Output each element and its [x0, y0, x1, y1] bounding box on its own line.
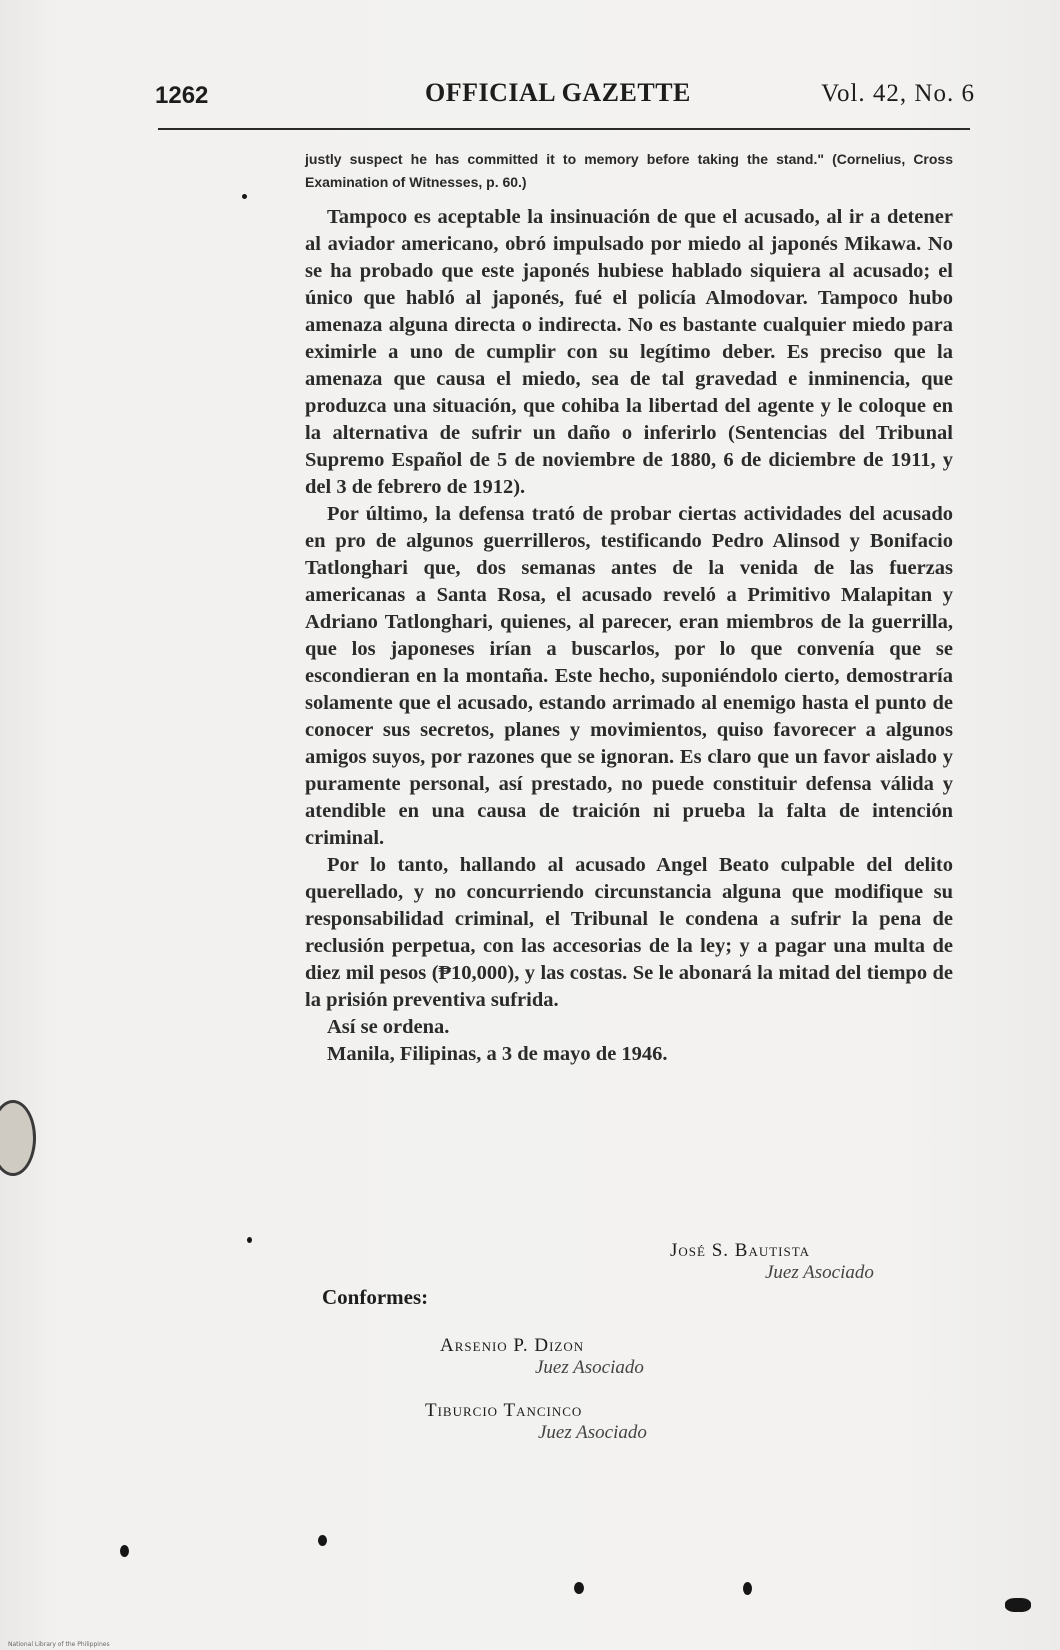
quote-continuation: justly suspect he has committed it to memory before taking the stand." (Cornelius, Cross Examination of Witnesses, p. 60.)	[305, 151, 953, 190]
decision-body	[305, 148, 953, 1068]
paragraph-guerrilla-defense: Por último, la defensa trató de probar ciertas actividades del acusado en pro de algunos guerrilleros, testificando Pedro Alinsod y Bonifacio Tatlonghari que, dos semanas antes de la venida de las fuerzas americanas a Santa Rosa, el acusado reveló a Primitivo Malapitan y Adriano Tatlonghari, quienes, al parecer, eran miembros de la guerrilla, que los japoneses irían a buscarlos, por lo que convenía que se escondieran en la montaña. Este hecho, suponiéndolo cierto, demostraría solamente que el acusado, estando arrimado al enemigo hasta el punto de conocer sus secretos, planes y movimientos, quiso favorecer a algunos amigos suyos, por razones que se ignoran. Es claro que un favor aislado y puramente personal, así prestado, no puede constituir defensa válida y atendible en una causa de traición ni prueba la falta de intención criminal.	[305, 503, 953, 849]
signature-main	[670, 1240, 874, 1284]
scan-edge-artifact	[0, 1100, 36, 1176]
ink-speck	[247, 1237, 252, 1243]
page-number: 1262	[155, 82, 209, 109]
ink-speck	[120, 1545, 129, 1557]
page-header	[155, 78, 975, 118]
paragraph-fear-defense: Tampoco es aceptable la insinuación de que el acusado, al ir a detener al aviador americano, obró impulsado por miedo al japonés Mikawa. No se ha probado que este japonés hubiese hablado siquiera al acusado; el único que habló al japonés, fué el policía Almodovar. Tampoco hubo amenaza alguna directa o indirecta. No es bastante cualquier miedo para eximirle a uno de cumplir con su legítimo deber. Es preciso que la amenaza que causa el miedo, sea de tal gravedad e inminencia, que produzca una situación, que cohiba la libertad del agente y le coloque en la alternativa de sufrir un daño o inferirlo (Sentencias del Tribunal Supremo Español de 5 de noviembre de 1880, 6 de diciembre de 1911, y del 3 de febrero de 1912).	[305, 206, 953, 498]
signatory-name: Arsenio P. Dizon	[440, 1335, 585, 1356]
signature-concurring-1	[440, 1335, 644, 1379]
conformes-label: Conformes:	[322, 1285, 429, 1309]
signatory-name: Tiburcio Tancinco	[425, 1400, 583, 1421]
volume-issue: Vol. 42, No. 6	[821, 80, 975, 107]
ink-speck	[743, 1582, 752, 1595]
header-rule	[158, 128, 970, 130]
paragraph-date-place: Manila, Filipinas, a 3 de mayo de 1946.	[327, 1043, 668, 1065]
signatory-role: Juez Asociado	[765, 1262, 874, 1283]
signatory-role: Juez Asociado	[535, 1357, 644, 1378]
scan-credit: National Library of the Philippines	[8, 1641, 110, 1648]
ink-speck	[318, 1535, 327, 1546]
signatory-name: José S. Bautista	[670, 1240, 811, 1261]
signatory-role: Juez Asociado	[538, 1422, 647, 1443]
signature-concurring-2	[425, 1400, 647, 1444]
ink-speck	[574, 1582, 584, 1594]
paragraph-so-ordered: Así se ordena.	[327, 1016, 450, 1038]
ink-speck	[242, 194, 247, 199]
paragraph-sentence: Por lo tanto, hallando al acusado Angel Beato culpable del delito querellado, y no concurriendo circunstancia alguna que modifique su responsabilidad criminal, el Tribunal le condena a sufrir la pena de reclusión perpetua, con las accesorias de la ley; y a pagar una multa de diez mil pesos (₱10,000), y las costas. Se le abonará la mitad del tiempo de la prisión preventiva sufrida.	[305, 854, 953, 1011]
ink-smudge	[1005, 1598, 1031, 1612]
publication-title: OFFICIAL GAZETTE	[425, 78, 691, 107]
